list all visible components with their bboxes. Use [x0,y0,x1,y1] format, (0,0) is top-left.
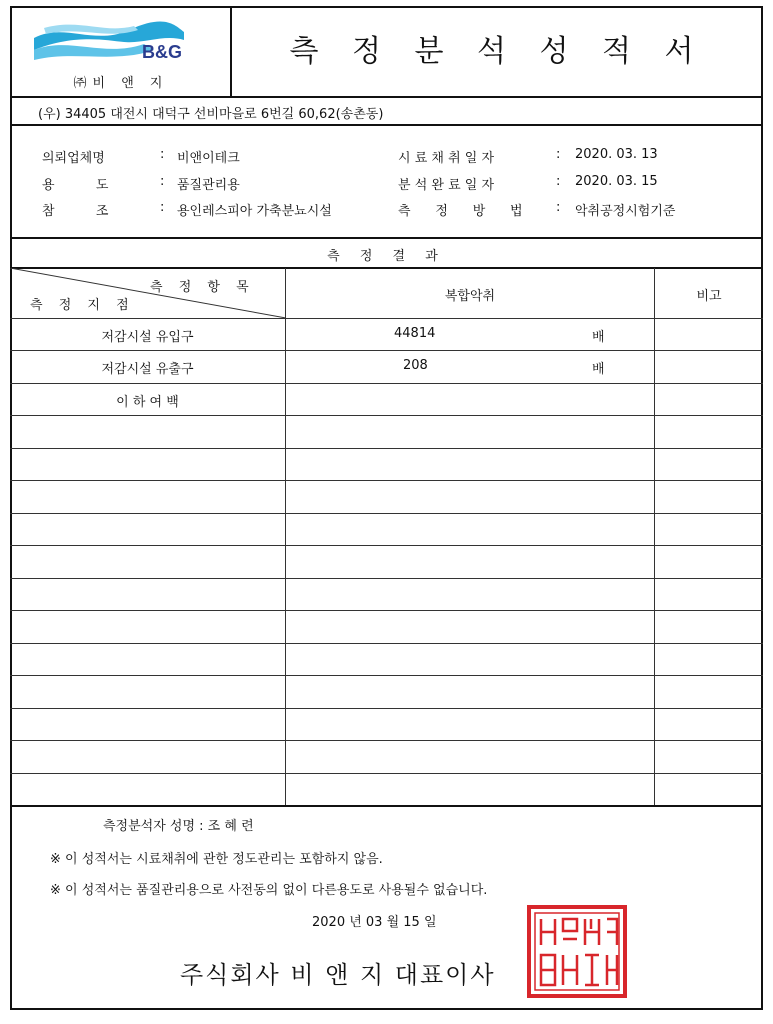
divider [10,96,763,98]
row-unit: 배 [592,330,605,345]
row-line [10,318,763,319]
analyst-name: 측정분석자 성명 : 조 혜 련 [103,819,254,834]
method-label: 측 정 방 법 [398,204,523,219]
divider [10,237,763,239]
row-line [10,773,763,774]
row-line [10,643,763,644]
column-divider [285,268,286,805]
analysis-date-label: 분 석 완 료 일 자 [398,178,495,193]
colon: : [556,200,561,215]
colon: : [556,147,561,162]
method-value: 악취공정시험기준 [575,204,676,219]
header-note: 비고 [696,289,722,304]
document-title: 측 정 분 석 성 적 서 [289,34,706,69]
disclaimer-2: ※ 이 성적서는 품질관리용으로 사전동의 없이 다른용도로 사용될수 없습니다. [50,883,488,898]
blank-below-note: 이 하 여 백 [116,395,179,410]
divider [10,805,763,807]
row-line [10,350,763,351]
colon: : [160,147,165,162]
logo-wordmark: B&G [142,42,182,62]
analysis-date-value: 2020. 03. 15 [575,174,658,189]
row-line [10,708,763,709]
issue-date: 2020 년 03 월 15 일 [312,915,437,930]
row-value: 208 [403,358,428,373]
signature-line: 주식회사 비 앤 지 대표이사 [180,961,496,989]
row-line [10,480,763,481]
sampling-date-label: 시 료 채 취 일 자 [398,151,495,166]
colon: : [160,174,165,189]
row-line [10,545,763,546]
disclaimer-1: ※ 이 성적서는 시료채취에 관한 정도관리는 포함하지 않음. [50,852,383,867]
column-divider [654,268,655,805]
ref-label: 참 조 [42,204,109,219]
header-point: 측 정 지 점 [30,298,135,313]
row-point: 저감시설 유출구 [101,362,194,377]
company-logo [34,20,184,66]
header-item: 측 정 항 목 [150,280,255,295]
use-value: 품질관리용 [177,178,240,193]
row-line [10,740,763,741]
sampling-date-value: 2020. 03. 13 [575,147,658,162]
colon: : [160,200,165,215]
colon: : [556,174,561,189]
header-compound-odor: 복합악취 [444,289,496,304]
results-section-title: 측 정 결 과 [327,249,446,264]
row-line [10,415,763,416]
row-line [10,383,763,384]
use-label: 용 도 [42,178,109,193]
row-line [10,448,763,449]
address-line: (우) 34405 대전시 대덕구 선비마을로 6번길 60,62(송촌동) [38,107,384,122]
company-name-small: ㈜비 앤 지 [73,76,169,91]
ref-value: 용인레스피아 가축분뇨시설 [177,204,332,219]
row-line [10,675,763,676]
row-value: 44814 [394,326,436,341]
client-value: 비앤이테크 [177,151,240,166]
row-line [10,513,763,514]
divider [10,124,763,126]
logo-box [12,8,232,96]
row-line [10,578,763,579]
company-seal [527,905,627,998]
row-point: 저감시설 유입구 [101,330,194,345]
client-label: 의뢰업체명 [42,151,105,166]
row-line [10,610,763,611]
row-unit: 배 [592,362,605,377]
